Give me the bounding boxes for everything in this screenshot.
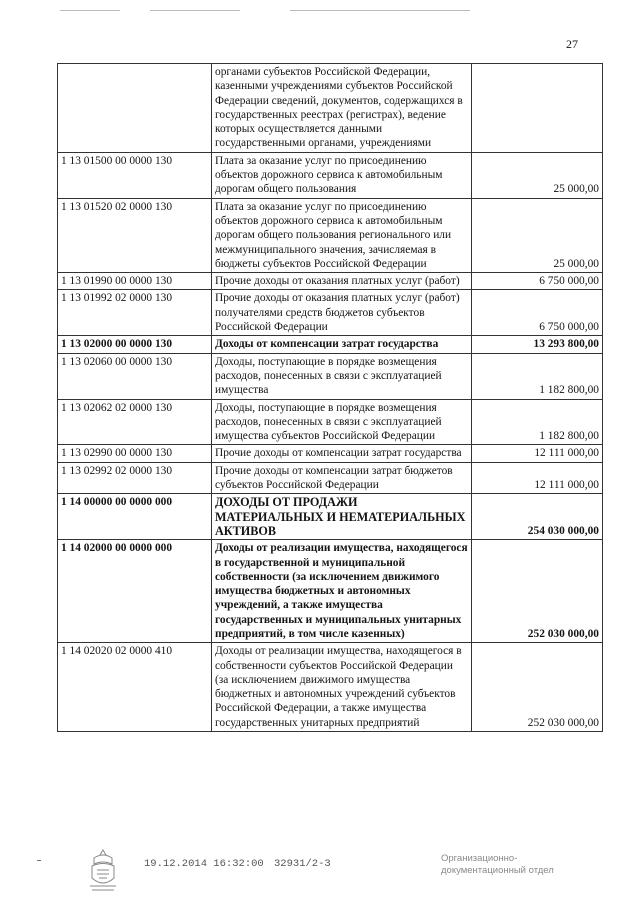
table-row	[58, 494, 603, 540]
amount-cell	[472, 64, 603, 153]
amount-cell: 12 111 000,00	[472, 462, 603, 494]
revenue-name-cell: ДОХОДЫ ОТ ПРОДАЖИ МАТЕРИАЛЬНЫХ И НЕМАТЕРИАЛЬНЫХ АКТИВОВ	[212, 494, 472, 540]
footer-mark	[37, 860, 41, 861]
table-row	[58, 540, 603, 643]
table-row	[58, 336, 603, 353]
revenue-code-cell: 1 13 02992 02 0000 130	[58, 462, 212, 494]
table-row	[58, 462, 603, 494]
department-stamp	[441, 853, 554, 877]
table-body	[58, 64, 603, 732]
table-row	[58, 198, 603, 272]
revenue-name-cell: Доходы от компенсации затрат государства	[212, 336, 472, 353]
scan-edge-line-mid	[150, 10, 240, 11]
revenue-code-cell: 1 13 01990 00 0000 130	[58, 273, 212, 290]
revenue-code-cell: 1 13 01992 02 0000 130	[58, 290, 212, 336]
revenue-code-cell: 1 13 01520 02 0000 130	[58, 198, 212, 272]
revenue-code-cell: 1 13 01500 00 0000 130	[58, 152, 212, 198]
revenue-code-cell: 1 13 02000 00 0000 130	[58, 336, 212, 353]
table-row	[58, 152, 603, 198]
amount-cell: 252 030 000,00	[472, 540, 603, 643]
registration-timestamp: 19.12.2014 16:32:00	[144, 858, 264, 870]
revenue-code-cell: 1 13 02990 00 0000 130	[58, 445, 212, 462]
budget-revenue-table	[57, 63, 603, 732]
table-row	[58, 353, 603, 399]
table-row	[58, 273, 603, 290]
revenue-name-cell: Доходы от реализации имущества, находящегося в собственности субъектов Российской Федерации (за исключением движимого имущества бюджетных и автономных учреждений субъектов Российской Федерации, а также имущества государственных унитарных предприятий	[212, 643, 472, 732]
scan-edge-line-right	[290, 10, 470, 11]
table-row	[58, 64, 603, 153]
revenue-name-cell: Доходы, поступающие в порядке возмещения расходов, понесенных в связи с эксплуатацией имущества субъектов Российской Федерации	[212, 399, 472, 445]
amount-cell: 12 111 000,00	[472, 445, 603, 462]
scan-edge-line-left	[60, 10, 120, 11]
amount-cell: 25 000,00	[472, 198, 603, 272]
amount-cell: 254 030 000,00	[472, 494, 603, 540]
coat-of-arms-icon	[86, 848, 120, 892]
revenue-code-cell: 1 13 02062 02 0000 130	[58, 399, 212, 445]
amount-cell: 13 293 800,00	[472, 336, 603, 353]
revenue-code-cell: 1 13 02060 00 0000 130	[58, 353, 212, 399]
revenue-name-cell: Плата за оказание услуг по присоединению объектов дорожного сервиса к автомобильным дорогам общего пользования регионального или межмуниципального значения, зачисляемая в бюджеты субъектов Российской Федерации	[212, 198, 472, 272]
amount-cell: 6 750 000,00	[472, 290, 603, 336]
revenue-name-cell: Прочие доходы от компенсации затрат бюджетов субъектов Российской Федерации	[212, 462, 472, 494]
page-number: 27	[566, 37, 578, 51]
revenue-name-cell: Прочие доходы от оказания платных услуг (работ)	[212, 273, 472, 290]
revenue-code-cell: 1 14 02020 02 0000 410	[58, 643, 212, 732]
table-row	[58, 445, 603, 462]
revenue-code-cell	[58, 64, 212, 153]
amount-cell: 1 182 800,00	[472, 399, 603, 445]
table-row	[58, 290, 603, 336]
revenue-code-cell: 1 14 02000 00 0000 000	[58, 540, 212, 643]
document-footer	[0, 848, 640, 898]
department-line-1: Организационно-	[441, 853, 518, 864]
revenue-name-cell: Плата за оказание услуг по присоединению объектов дорожного сервиса к автомобильным дорогам общего пользования	[212, 152, 472, 198]
amount-cell: 25 000,00	[472, 152, 603, 198]
amount-cell: 1 182 800,00	[472, 353, 603, 399]
amount-cell: 252 030 000,00	[472, 643, 603, 732]
table-row	[58, 399, 603, 445]
department-line-2: документационный отдел	[441, 865, 554, 876]
revenue-name-cell: Доходы, поступающие в порядке возмещения расходов, понесенных в связи с эксплуатацией имущества	[212, 353, 472, 399]
revenue-name-cell: Доходы от реализации имущества, находящегося в государственной и муниципальной собственности (за исключением движимого имущества бюджетных и автономных учреждений, а также имущества государственных и муниципальных унитарных предприятий, в том числе казенных)	[212, 540, 472, 643]
table-row	[58, 643, 603, 732]
amount-cell: 6 750 000,00	[472, 273, 603, 290]
revenue-code-cell: 1 14 00000 00 0000 000	[58, 494, 212, 540]
registration-number: 32931/2-3	[274, 858, 331, 870]
revenue-name-cell: Прочие доходы от оказания платных услуг (работ) получателями средств бюджетов субъектов Российской Федерации	[212, 290, 472, 336]
revenue-name-cell: Прочие доходы от компенсации затрат государства	[212, 445, 472, 462]
revenue-name-cell: органами субъектов Российской Федерации, казенными учреждениями субъектов Российской Федерации сведений, документов, содержащихся в государственных реестрах (регистрах), ведение которых осуществляется данными государственными органами, учреждениями	[212, 64, 472, 153]
